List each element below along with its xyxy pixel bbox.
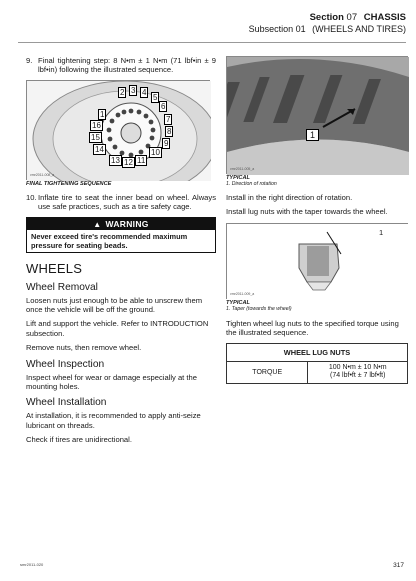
figure-id: vmr2011-009_a <box>230 291 255 296</box>
callout-1: 1 <box>379 227 384 237</box>
installation-paragraph-2: Check if tires are unidirectional. <box>26 435 132 445</box>
removal-paragraph-1: Loosen nuts just enough to be able to unscrew them once the vehicle will be off the ground. <box>26 295 203 315</box>
table-value-torque <box>308 361 408 383</box>
sequence-label: 1 <box>100 109 105 119</box>
figure-legend-item: 1. Taper (towards the wheel) <box>226 305 292 312</box>
left-column <box>26 56 216 450</box>
step-10-number: 10. <box>26 192 37 202</box>
warning-header <box>27 218 215 230</box>
step-9 <box>26 56 216 75</box>
figure-lug-nut <box>226 223 408 299</box>
right-column <box>226 56 408 384</box>
sequence-label: 13 <box>111 155 120 165</box>
figure-caption: FINAL TIGHTENING SEQUENCE <box>26 180 112 187</box>
warning-triangle-icon: ▲ <box>93 219 102 229</box>
right-paragraph-1: Install in the right direction of rotation. <box>226 193 353 202</box>
sequence-label: 15 <box>91 132 100 142</box>
step-9-text: Final tightening step: 8 N•m ± 1 N•m (71 lbf•in ± 9 lbf•in) following the illustrated sequence. <box>38 56 216 75</box>
sequence-label: 14 <box>95 144 104 154</box>
subsection-label: Subsection <box>248 24 294 34</box>
footer-page-number: 317 <box>393 562 404 569</box>
figure-caption: TYPICAL <box>226 175 250 181</box>
right-paragraph-2: Install lug nuts with the taper towards the wheel. <box>226 207 388 217</box>
heading-wheel-removal: Wheel Removal <box>26 281 98 293</box>
section-label: Section <box>309 12 344 23</box>
figure-tightening-sequence <box>26 80 210 180</box>
page-header <box>249 12 406 34</box>
warning-title: WARNING <box>105 218 149 229</box>
sequence-label: 5 <box>153 92 158 102</box>
torque-value-metric: 100 N•m ± 10 N•m <box>328 363 387 371</box>
inspection-paragraph: Inspect wheel for wear or damage especially at the mounting holes. <box>26 372 197 392</box>
section-number: 07 <box>346 12 358 23</box>
subsection-title: (WHEELS AND TIRES) <box>312 24 406 34</box>
tire-tread-photo <box>227 57 409 175</box>
wheel-lug-nuts-table <box>226 343 408 384</box>
table-label-torque: TORQUE <box>227 361 308 383</box>
heading-wheel-inspection: Wheel Inspection <box>26 358 105 370</box>
torque-value-imperial: (74 lbf•ft ± 7 lbf•ft) <box>330 372 386 380</box>
sequence-label: 9 <box>164 138 169 148</box>
step-9-number: 9. <box>26 56 33 65</box>
sequence-label: 16 <box>92 120 101 130</box>
step-10-text: Inflate tire to seat the inner bead on wheel. Always use safe practices, such as a tire safety cage. <box>38 192 216 212</box>
figure-tire-rotation <box>226 56 408 174</box>
sequence-label: 8 <box>167 126 172 136</box>
installation-paragraph-1: At installation, it is recommended to apply anti-seize lubricant on threads. <box>26 411 201 430</box>
removal-paragraph-2: Lift and support the vehicle. Refer to INTRODUCTION subsection. <box>26 319 209 338</box>
figure-id: vmr2011-008_a <box>30 172 55 177</box>
sequence-label: 11 <box>137 155 146 165</box>
sequence-label: 2 <box>120 87 125 97</box>
section-title: CHASSIS <box>363 12 406 23</box>
heading-wheels: WHEELS <box>26 260 83 276</box>
sequence-label: 7 <box>166 114 171 124</box>
callout-1: 1 <box>306 129 319 141</box>
warning-body: Never exceed tire's recommended maximum pressure for seating beads. <box>31 231 188 250</box>
header-rule <box>18 42 406 43</box>
step-10 <box>26 193 216 212</box>
heading-wheel-installation: Wheel Installation <box>26 397 107 409</box>
right-paragraph-3: Tighten wheel lug nuts to the specified torque using the illustrated sequence. <box>226 318 399 338</box>
section-line <box>249 12 406 23</box>
footer-doc-id: smr2011-020 <box>20 562 44 567</box>
sequence-label: 10 <box>151 147 160 157</box>
figure-id: vmr2011-005_a <box>230 167 255 171</box>
removal-paragraph-3: Remove nuts, then remove wheel. <box>26 343 142 353</box>
table-header: WHEEL LUG NUTS <box>227 343 408 361</box>
sequence-label: 3 <box>131 85 136 95</box>
figure-legend-item: 1. Direction of rotation <box>226 181 277 187</box>
subsection-line <box>249 24 406 34</box>
warning-box <box>26 217 216 253</box>
sequence-label: 6 <box>161 101 166 111</box>
sequence-label: 4 <box>142 87 147 97</box>
figure-caption: TYPICAL <box>226 299 250 306</box>
subsection-number: 01 <box>295 24 306 34</box>
sequence-label: 12 <box>124 157 133 167</box>
